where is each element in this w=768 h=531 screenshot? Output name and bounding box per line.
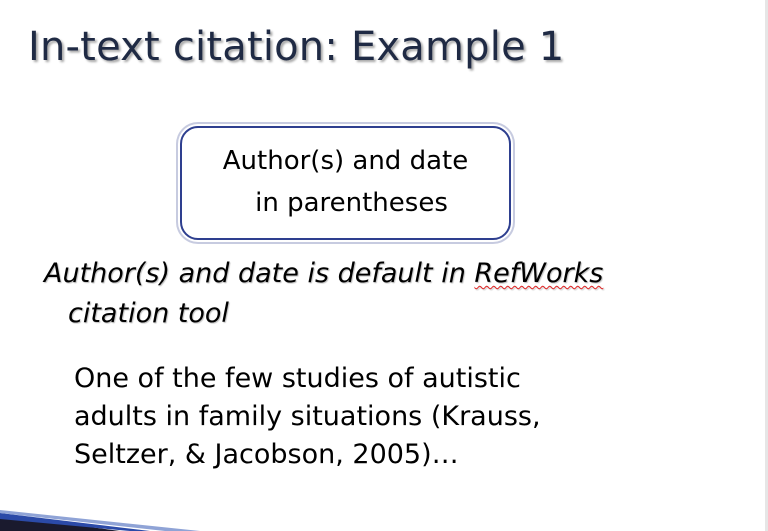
corner-swoosh-decoration bbox=[0, 509, 200, 531]
callout-text bbox=[182, 140, 509, 224]
bullet-text bbox=[44, 254, 724, 334]
callout-box bbox=[180, 126, 511, 240]
example-line-3: Seltzer, & Jacobson, 2005)… bbox=[74, 439, 459, 470]
bullet-line-1-text: Author(s) and date is default in bbox=[44, 258, 475, 289]
callout-line-1: Author(s) and date bbox=[222, 146, 469, 176]
example-paragraph bbox=[74, 360, 714, 474]
example-line-1: One of the few studies of autistic bbox=[74, 363, 521, 394]
callout-line-2: in parentheses bbox=[255, 188, 448, 218]
bullet-line-2: citation tool bbox=[68, 298, 229, 329]
bullet-refworks-term: RefWorks bbox=[474, 258, 604, 289]
example-line-2: adults in family situations (Krauss, bbox=[74, 401, 541, 432]
slide-title: In-text citation: Example 1 bbox=[28, 24, 565, 70]
